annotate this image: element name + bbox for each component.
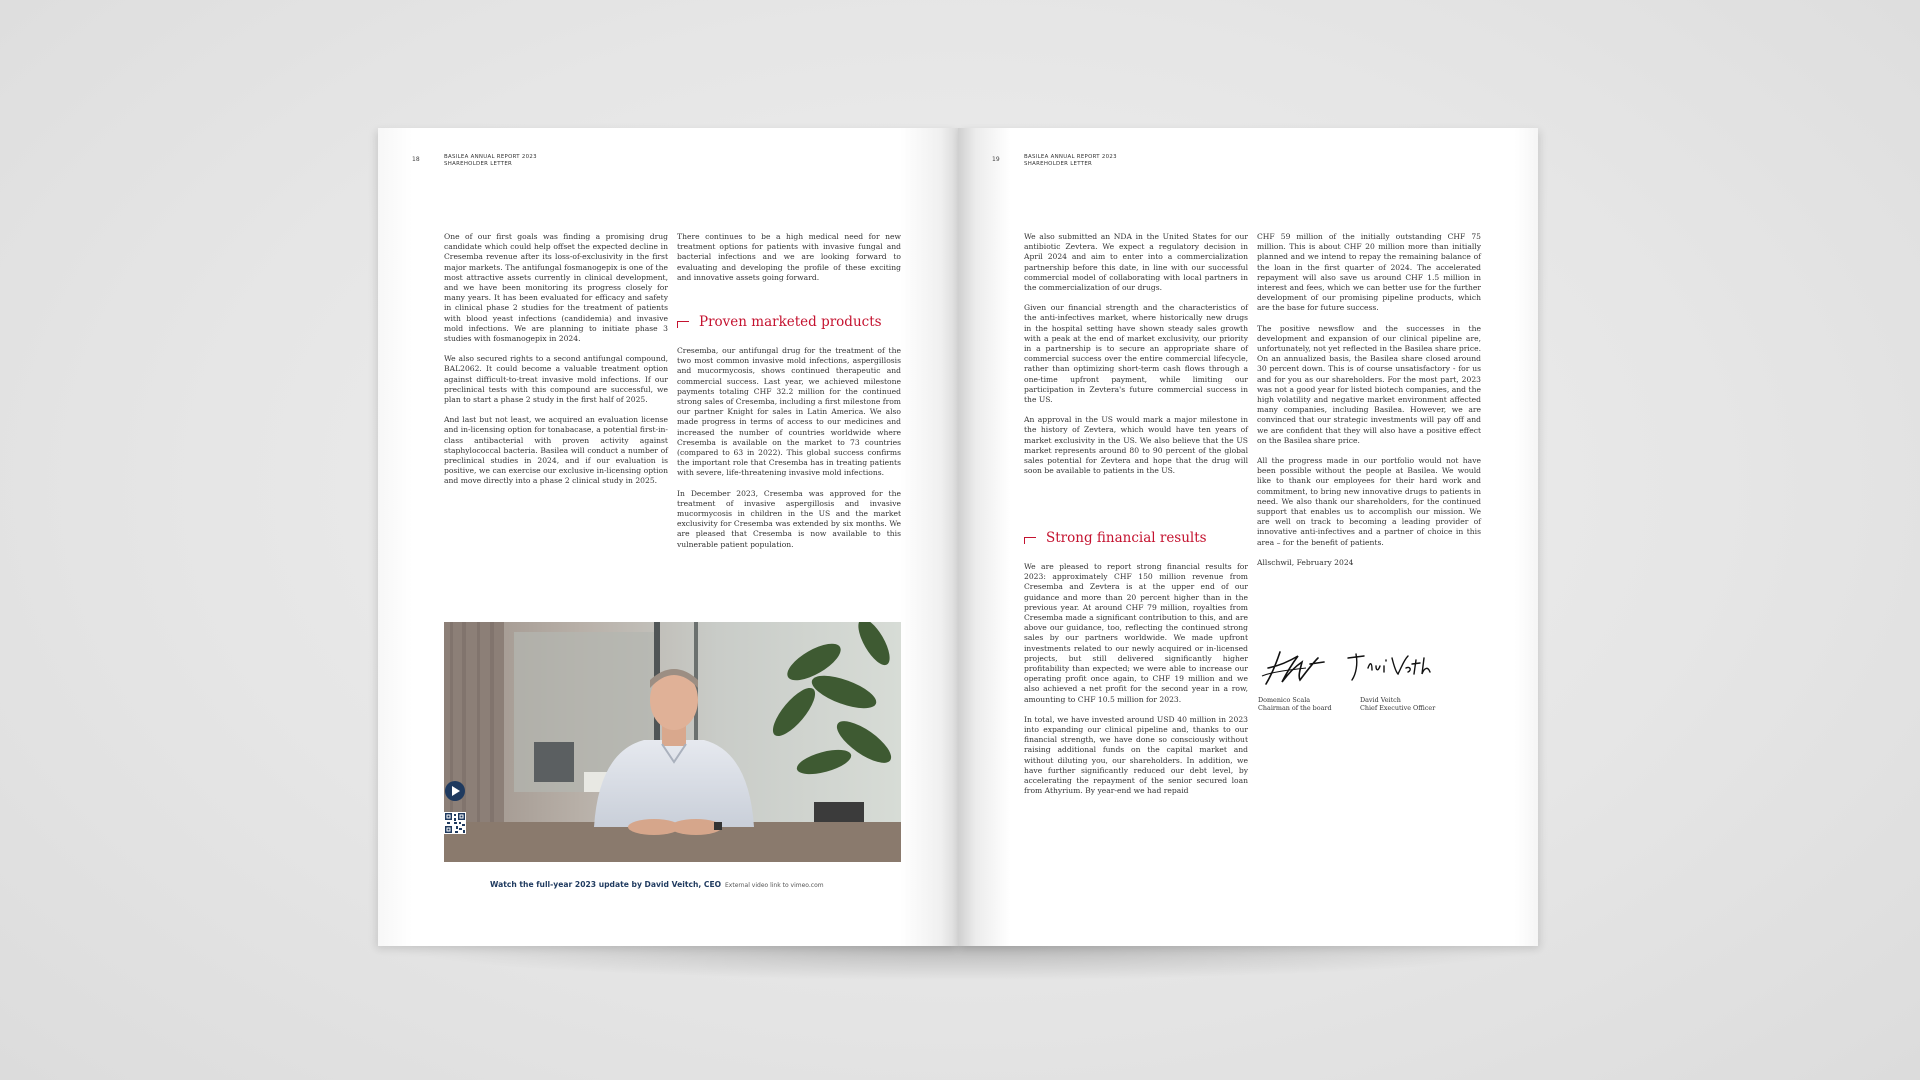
paragraph: We also secured rights to a second antifungal compound, BAL2062. It could become a valuable treatment option against difficult-to-treat invasive mold infections. If our preclinical tests with this compound are successful, we plan to start a phase 2 study in the first half of 2025. [444, 354, 668, 405]
header-title: BASILEA ANNUAL REPORT 2023 [1024, 154, 1117, 160]
signatory-2 [1360, 696, 1435, 712]
left-column-2 [677, 232, 901, 293]
place-date: Allschwil, February 2024 [1257, 557, 1354, 567]
paragraph: The positive newsflow and the successes in the development and expansion of our clinical pipeline are, unfortunately, not yet reflected in the Basilea share price. On an annualized basis, the Basilea share closed around 30 percent down. This is of course unsatisfactory - for us and for you as our shareholders. For the most part, 2023 was not a good year for listed biotech companies, and the high volatility and negative market environment affected many companies, including Basilea. However, we are convinced that our strategic investments will pay off and we are confident that they will also have a positive effect on the Basilea share price. [1257, 323, 1481, 445]
paragraph: Cresemba, our antifungal drug for the treatment of the two most common invasive mold infections, aspergillosis and mucormycosis, shows continued therapeutic and commercial success. Last year, we achieved milestone payments totaling CHF 32.2 million for the continued strong sales of Cresemba, including a first milestone from our partner Knight for sales in Latin America. We also made progress in terms of access to our medicines and increased the number of countries worldwide where Cresemba is available on the market to 73 countries (compared to 63 in 2022). This global success confirms the important role that Cresemba has in treating patients with severe, life-threatening invasive mold infections. [677, 346, 901, 478]
heading-text: Proven marketed products [699, 314, 882, 330]
signatory-role: Chairman of the board [1258, 704, 1332, 712]
right-column-1 [1024, 232, 1248, 486]
signatory-1 [1258, 696, 1332, 712]
header-section: SHAREHOLDER LETTER [444, 161, 513, 167]
page-number: 19 [992, 156, 1000, 163]
section-heading [677, 314, 882, 330]
signature-veitch [1346, 650, 1436, 684]
paragraph: One of our first goals was finding a promising drug candidate which could help offset the expected decline in Cresemba revenue after its loss-of-exclusivity in the first major markets. The antifungal fosmanogepix is one of the most attractive assets currently in clinical development, and we have been monitoring its progress closely for many years. It has been evaluated for efficacy and safety in clinical phase 2 studies for the treatment of patients with blood yeast infections (candidemia) and invasive mold infections. We are planning to initiate phase 3 studies with fosmanogepix in 2024. [444, 232, 668, 344]
left-page [378, 128, 958, 946]
heading-bracket-icon [1024, 537, 1036, 544]
magazine-spread [378, 128, 1538, 946]
heading-bracket-icon [677, 321, 689, 328]
qr-code-icon[interactable] [444, 812, 466, 834]
paragraph: There continues to be a high medical need for new treatment options for patients with invasive fungal and bacterial infections and we are looking forward to evaluating and developing the profile of these exciting and innovative assets going forward. [677, 232, 901, 282]
header-title: BASILEA ANNUAL REPORT 2023 [444, 154, 537, 160]
external-link-note: External video link to vimeo.com [725, 882, 824, 889]
paragraph: An approval in the US would mark a major milestone in the history of Zevtera, which would have ten years of market exclusivity in the US. We also believe that the US market represents around 80 to 90 percent of the global sales potential for Zevtera and hope that the drug will soon be available to patients in the US. [1024, 415, 1248, 476]
signature-scala [1258, 644, 1328, 690]
signatory-name: Domenico Scala [1258, 696, 1311, 704]
paragraph: In December 2023, Cresemba was approved for the treatment of invasive aspergillosis and invasive mucormycosis in children in the US and the market exclusivity for Cresemba was extended by six months. We are pleased that Cresemba is now available to this vulnerable patient population. [677, 488, 901, 549]
paragraph: We also submitted an NDA in the United States for our antibiotic Zevtera. We expect a regulatory decision in April 2024 and aim to enter into a commercialization partnership before this date, in line with our successful commercial model of collaborating with local partners in the commercialization of our drugs. [1024, 232, 1248, 293]
signatory-name: David Veitch [1360, 696, 1401, 704]
heading-text: Strong financial results [1046, 530, 1207, 546]
paragraph: Given our financial strength and the characteristics of the anti-infectives market, where historically new drugs in the hospital setting have shown steady sales growth with a peak at the end of market exclusivity, our priority in a partnership is to secure an appropriate share of commercial success over the entire commercial lifecycle, rather than optimizing short-term cash flows through a one-time upfront payment, while limiting our participation in Zevtera's future commercial success in the US. [1024, 303, 1248, 405]
paragraph: In total, we have invested around USD 40 million in 2023 into expanding our clinical pipeline and, thanks to our financial strength, we have done so consciously without raising additional funds on the capital market and without diluting you, our shareholders. In addition, we have further significantly reduced our debt level, by accelerating the repayment of the senior secured loan from Athyrium. By year-end we had repaid [1024, 714, 1248, 796]
right-column-2 [1257, 232, 1481, 578]
ceo-photo [444, 622, 901, 862]
running-header [444, 154, 537, 168]
play-icon[interactable] [444, 780, 466, 802]
signatory-role: Chief Executive Officer [1360, 704, 1436, 712]
right-column-1-body [1024, 562, 1248, 806]
header-section: SHAREHOLDER LETTER [1024, 161, 1093, 167]
paragraph: All the progress made in our portfolio would not have been possible without the people at Basilea. We would like to thank our employees for their hard work and commitment, to bring new innovative drugs to patients in need. We also thank our shareholders, for the continued support that enables us to accomplish our mission. We are well on track to becoming a leading provider of innovative anti-infectives and a partner of choice in this area – for the benefit of patients. [1257, 456, 1481, 547]
left-column-1 [444, 232, 668, 497]
running-header [1024, 154, 1117, 168]
paragraph: And last but not least, we acquired an evaluation license and in-licensing option for tonabacase, a potential first-in-class antibacterial with proven activity against staphylococcal bacteria. Basilea will conduct a number of preclinical studies in 2024, and if our evaluation is positive, we can exercise our exclusive in-licensing option and move directly into a phase 2 clinical study in 2025. [444, 415, 668, 486]
paragraph: CHF 59 million of the initially outstanding CHF 75 million. This is about CHF 20 million more than initially planned and we intend to repay the remaining balance of the loan in the first quarter of 2024. The accelerated repayment will also save us around CHF 1.5 million in interest and fees, which we can better use for the further development of our promising pipeline products, which are the base for future success. [1257, 232, 1481, 313]
right-page [958, 128, 1538, 946]
section-heading [1024, 530, 1207, 546]
left-column-2-body [677, 346, 901, 560]
video-thumbnail[interactable] [444, 622, 901, 862]
page-number: 18 [412, 156, 420, 163]
paragraph: We are pleased to report strong financial results for 2023: approximately CHF 150 million revenue from Cresemba and Zevtera is at the upper end of our guidance and more than 20 percent higher than in the previous year. At around CHF 79 million, royalties from Cresemba made a significant contribution to this, and are above our guidance, too, reflecting the continued strong sales by our partners worldwide. We made upfront investments related to our newly acquired or in-licensed projects, but still delivered significantly higher profitability than expected; we were able to increase our operating profit once again, to CHF 19 million and we also achieved a net profit for the second year in a row, amounting to CHF 10.5 million for 2023. [1024, 562, 1248, 704]
video-caption-link[interactable]: Watch the full-year 2023 update by David Veitch, CEO [490, 880, 722, 889]
